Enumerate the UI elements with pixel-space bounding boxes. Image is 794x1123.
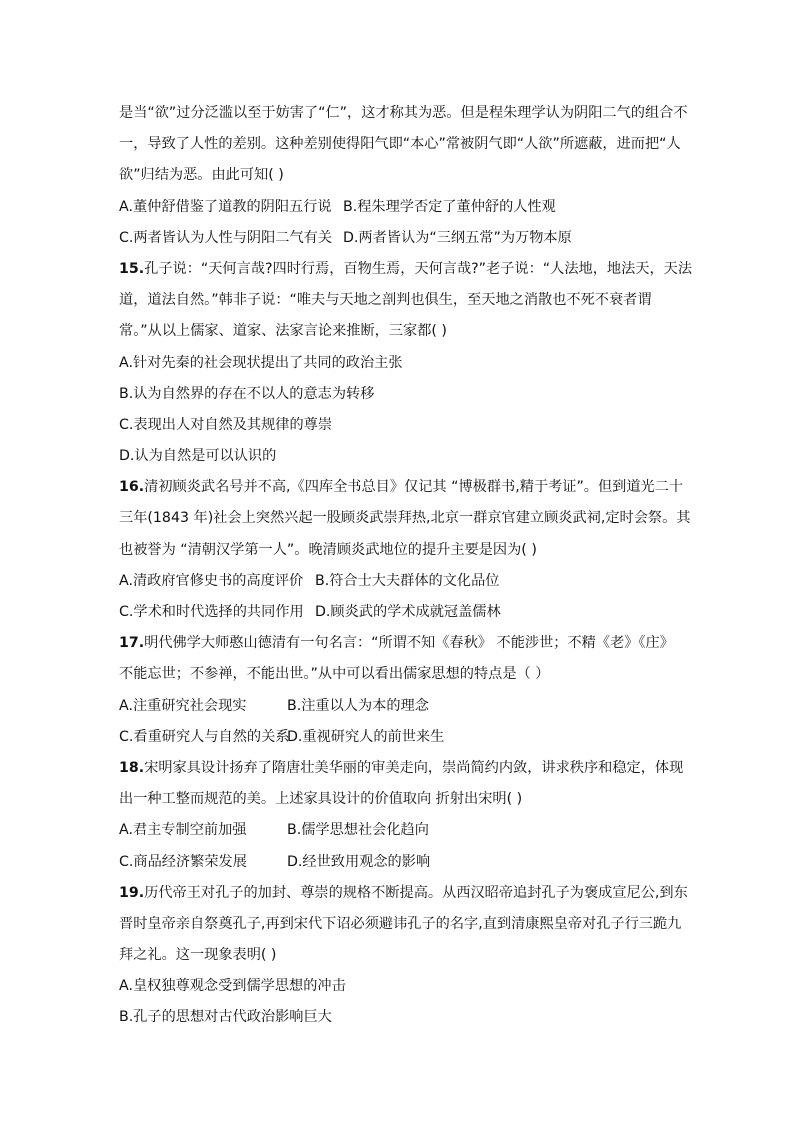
option-d: D.认为自然是可以认识的: [119, 448, 277, 465]
question-number: 15.: [119, 260, 145, 277]
option-a: A.董仲舒借鉴了道教的阴阳五行说: [119, 198, 332, 215]
option-a: A.皇权独尊观念受到儒学思想的冲击: [119, 978, 346, 995]
question-number: 19.: [119, 884, 145, 901]
question-stem-text: 宋明家具设计扬弃了隋唐壮美华丽的审美走向，崇尚简约内敛，讲求秩序和稳定，体现: [144, 759, 684, 776]
question-list: [119, 98, 693, 1034]
question-stem-line: 常。”从以上儒家、道家、法家言论来推断，三家都( ): [119, 323, 447, 340]
option-b: B.符合士大夫群体的文化品位: [315, 572, 500, 589]
option-b: B.程朱理学否定了董仲舒的人性观: [343, 198, 556, 215]
question-stem-line: 也被誉为 “清朝汉学第一人”。晚清顾炎武地位的提升主要是因为( ): [119, 541, 537, 558]
option-row: [119, 223, 679, 254]
question-stem-line: 不能忘世；不参禅，不能出世。”从中可以看出儒家思想的特点是（ ）: [119, 666, 550, 683]
question-stem-line: 欲”归结为恶。由此可知( ): [119, 167, 284, 184]
question-stem-line: 一，导致了人性的差别。这种差别使得阳气即“本心”常被阴气即“人欲”所遮蔽，进而把“人: [119, 136, 681, 153]
question-stem-text: 清初顾炎武名号并不高,《四库全书总目》仅记其 “博极群书,精于考证”。但到道光二十: [144, 479, 684, 496]
question-stem-line: 拜之礼。这一现象表明( ): [119, 947, 277, 964]
option-d: D.两者皆认为“三纲五常”为万物本原: [343, 229, 572, 246]
option-row: [119, 815, 679, 846]
option-a: A.注重研究社会现实: [119, 697, 247, 714]
question-stem-line: 道，道法自然。”韩非子说：“唯夫与天地之剖判也俱生，至天地之消散也不死不衰者谓: [119, 292, 652, 309]
question-stem-text: 明代佛学大师憨山德清有一句名言：“所谓不知《春秋》 不能涉世；不精《老》《庄》: [144, 635, 674, 652]
option-row: [119, 566, 679, 597]
option-a: A.清政府官修史书的高度评价: [119, 572, 304, 589]
option-c: C.表现出人对自然及其规律的尊崇: [119, 416, 333, 433]
option-d: D.顾炎武的学术成就冠盖儒林: [315, 604, 501, 620]
option-c: C.学术和时代选择的共同作用: [119, 604, 304, 620]
question-16: [119, 472, 691, 628]
option-row: [119, 192, 679, 223]
option-d: D.重视研究人的前世来生: [287, 728, 445, 745]
option-b: B.注重以人为本的理念: [287, 697, 429, 714]
option-b: B.认为自然界的存在不以人的意志为转移: [119, 385, 375, 402]
option-a: A.针对先秦的社会现状提出了共同的政治主张: [119, 354, 403, 371]
question-stem-line: [119, 254, 693, 285]
question-18: [119, 753, 684, 878]
option-c: C.商品经济繁荣发展: [119, 853, 247, 870]
option-row: [119, 847, 679, 878]
question-15: [119, 254, 693, 472]
option-b: B.儒学思想社会化趋向: [287, 822, 429, 839]
question-number: 17.: [119, 635, 145, 652]
option-d: D.经世致用观念的影响: [287, 853, 431, 870]
question-number: 16.: [119, 479, 145, 496]
question-17: [119, 628, 679, 753]
option-row: [119, 691, 679, 722]
question-19: [119, 878, 688, 1034]
question-stem-text: 历代帝王对孔子的加封、尊崇的规格不断提高。从西汉昭帝追封孔子为褒成宣尼公,到东: [144, 884, 688, 901]
option-a: A.君主专制空前加强: [119, 822, 247, 839]
question-stem-line: 三年(1843 年)社会上突然兴起一股顾炎武崇拜热,北京一群京官建立顾炎武祠,定时会祭。其: [119, 510, 691, 527]
question-14: [119, 98, 688, 254]
question-stem-line: [119, 628, 679, 659]
question-stem-line: [119, 472, 684, 503]
question-stem-line: 晋时皇帝亲自祭奠孔子,再到宋代下诏必须避讳孔子的名字,直到清康熙皇帝对孔子行三跪九: [119, 915, 682, 932]
question-stem-text: 孔子说：“天何言哉?四时行焉，百物生焉，天何言哉?”老子说：“人法地，地法天，天法: [144, 260, 693, 277]
option-row: [119, 597, 679, 628]
question-number: 18.: [119, 759, 145, 776]
option-c: C.两者皆认为人性与阴阳二气有关: [119, 229, 333, 246]
question-stem-line: 是当“欲”过分泛滥以至于妨害了“仁”，这才称其为恶。但是程朱理学认为阴阳二气的组合不: [119, 105, 688, 121]
option-b: B.孔子的思想对古代政治影响巨大: [119, 1009, 332, 1026]
question-stem-line: 出一种工整而规范的美。上述家具设计的价值取向 折射出宋明( ): [119, 791, 523, 808]
option-row: [119, 722, 679, 753]
question-stem-line: [119, 878, 688, 909]
question-stem-line: [119, 753, 684, 784]
option-c: C.看重研究人与自然的关系: [119, 728, 290, 745]
